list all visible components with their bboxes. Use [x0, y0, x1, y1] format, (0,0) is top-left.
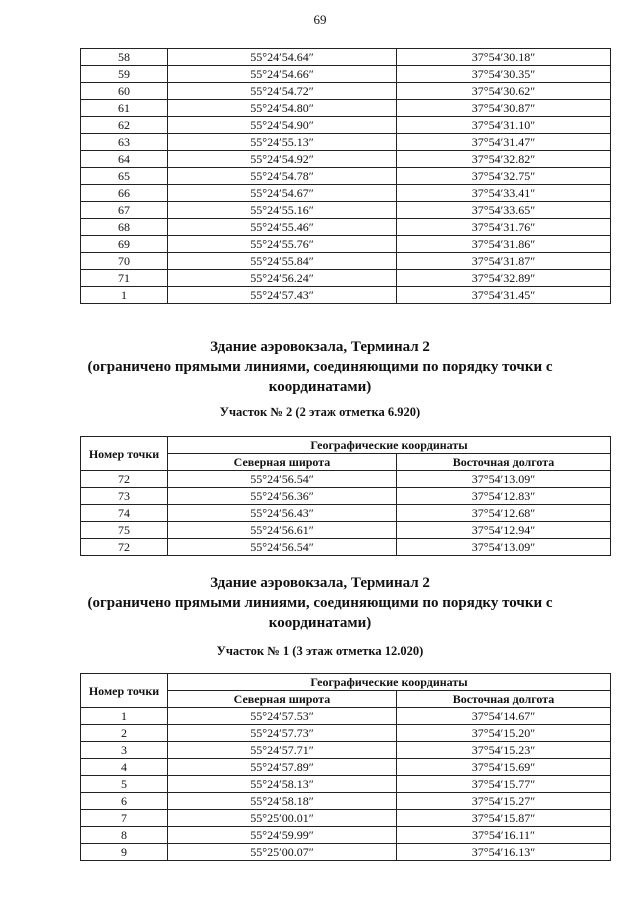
latitude-cell: 55°24′56.24″	[168, 270, 397, 287]
point-number-cell: 75	[81, 522, 168, 539]
table-row	[81, 66, 611, 83]
table-row	[81, 287, 611, 304]
point-number-cell: 71	[81, 270, 168, 287]
longitude-cell: 37°54′32.75″	[397, 168, 611, 185]
longitude-cell: 37°54′15.20″	[397, 725, 611, 742]
latitude-cell: 55°24′56.54″	[168, 471, 397, 488]
point-number-cell: 72	[81, 471, 168, 488]
section-subtitle: Участок № 2 (2 этаж отметка 6.920)	[219, 405, 421, 419]
coordinates-table-continued	[80, 48, 611, 304]
table-row	[81, 219, 611, 236]
point-number-cell: 9	[81, 844, 168, 861]
table-row	[81, 471, 611, 488]
latitude-cell: 55°24′54.67″	[168, 185, 397, 202]
longitude-cell: 37°54′32.82″	[397, 151, 611, 168]
point-number-cell: 8	[81, 827, 168, 844]
latitude-cell: 55°25′00.01″	[168, 810, 397, 827]
longitude-cell: 37°54′31.86″	[397, 236, 611, 253]
table-row	[81, 83, 611, 100]
longitude-cell: 37°54′14.67″	[397, 708, 611, 725]
latitude-cell: 55°24′57.71″	[168, 742, 397, 759]
longitude-cell: 37°54′12.94″	[397, 522, 611, 539]
table-row	[81, 742, 611, 759]
longitude-cell: 37°54′30.87″	[397, 100, 611, 117]
section-title-line: координатами)	[268, 615, 372, 631]
table-row	[81, 185, 611, 202]
latitude-cell: 55°24′54.72″	[168, 83, 397, 100]
point-number-cell: 61	[81, 100, 168, 117]
table-row	[81, 134, 611, 151]
point-number-cell: 1	[81, 708, 168, 725]
latitude-cell: 55°24′55.84″	[168, 253, 397, 270]
longitude-cell: 37°54′15.69″	[397, 759, 611, 776]
section-title	[0, 337, 640, 397]
longitude-cell: 37°54′15.87″	[397, 810, 611, 827]
point-number-cell: 2	[81, 725, 168, 742]
table-row	[81, 488, 611, 505]
longitude-cell: 37°54′13.09″	[397, 471, 611, 488]
table-row	[81, 100, 611, 117]
table-row	[81, 708, 611, 725]
latitude-cell: 55°24′56.43″	[168, 505, 397, 522]
table-row	[81, 759, 611, 776]
point-number-cell: 74	[81, 505, 168, 522]
latitude-cell: 55°24′57.53″	[168, 708, 397, 725]
latitude-cell: 55°24′57.89″	[168, 759, 397, 776]
table-row	[81, 539, 611, 556]
longitude-cell: 37°54′31.45″	[397, 287, 611, 304]
table-row	[81, 505, 611, 522]
longitude-cell: 37°54′16.11″	[397, 827, 611, 844]
table-row	[81, 168, 611, 185]
header-geo-coordinates: Географические координаты	[168, 674, 611, 691]
section-title-line: Здание аэровокзала, Терминал 2	[210, 575, 430, 591]
header-geo-coordinates: Географические координаты	[168, 437, 611, 454]
section-title-line: (ограничено прямыми линиями, соединяющими по порядку точки с	[87, 359, 553, 375]
table-row	[81, 117, 611, 134]
point-number-cell: 67	[81, 202, 168, 219]
longitude-cell: 37°54′13.09″	[397, 539, 611, 556]
table-row	[81, 202, 611, 219]
point-number-cell: 63	[81, 134, 168, 151]
header-longitude: Восточная долгота	[397, 691, 611, 708]
point-number-cell: 7	[81, 810, 168, 827]
latitude-cell: 55°24′56.61″	[168, 522, 397, 539]
point-number-cell: 66	[81, 185, 168, 202]
latitude-cell: 55°24′54.90″	[168, 117, 397, 134]
table-row	[81, 793, 611, 810]
table-row	[81, 844, 611, 861]
point-number-cell: 73	[81, 488, 168, 505]
longitude-cell: 37°54′30.62″	[397, 83, 611, 100]
section-subtitle: Участок № 1 (3 этаж отметка 12.020)	[216, 644, 424, 658]
longitude-cell: 37°54′15.23″	[397, 742, 611, 759]
latitude-cell: 55°24′54.92″	[168, 151, 397, 168]
latitude-cell: 55°24′56.36″	[168, 488, 397, 505]
header-point-number: Номер точки	[81, 437, 168, 471]
table-row	[81, 151, 611, 168]
point-number-cell: 58	[81, 49, 168, 66]
point-number-cell: 60	[81, 83, 168, 100]
table-row	[81, 253, 611, 270]
latitude-cell: 55°25′00.07″	[168, 844, 397, 861]
point-number-cell: 64	[81, 151, 168, 168]
longitude-cell: 37°54′15.77″	[397, 776, 611, 793]
point-number-cell: 70	[81, 253, 168, 270]
longitude-cell: 37°54′31.47″	[397, 134, 611, 151]
table-row	[81, 49, 611, 66]
table-row	[81, 236, 611, 253]
point-number-cell: 6	[81, 793, 168, 810]
point-number-cell: 5	[81, 776, 168, 793]
latitude-cell: 55°24′57.43″	[168, 287, 397, 304]
latitude-cell: 55°24′54.80″	[168, 100, 397, 117]
longitude-cell: 37°54′31.76″	[397, 219, 611, 236]
point-number-cell: 4	[81, 759, 168, 776]
point-number-cell: 3	[81, 742, 168, 759]
header-point-number: Номер точки	[81, 674, 168, 708]
coordinates-table-section-1	[80, 673, 611, 861]
section-title-line: координатами)	[268, 379, 372, 395]
latitude-cell: 55°24′57.73″	[168, 725, 397, 742]
section-title	[0, 573, 640, 633]
latitude-cell: 55°24′55.46″	[168, 219, 397, 236]
longitude-cell: 37°54′33.65″	[397, 202, 611, 219]
section-title-line: (ограничено прямыми линиями, соединяющими по порядку точки с	[87, 595, 553, 611]
table-row	[81, 522, 611, 539]
latitude-cell: 55°24′59.99″	[168, 827, 397, 844]
longitude-cell: 37°54′12.83″	[397, 488, 611, 505]
latitude-cell: 55°24′55.13″	[168, 134, 397, 151]
latitude-cell: 55°24′54.64″	[168, 49, 397, 66]
longitude-cell: 37°54′16.13″	[397, 844, 611, 861]
table-row	[81, 725, 611, 742]
table-row	[81, 270, 611, 287]
header-latitude: Северная широта	[168, 454, 397, 471]
table-row	[81, 827, 611, 844]
latitude-cell: 55°24′58.13″	[168, 776, 397, 793]
point-number-cell: 72	[81, 539, 168, 556]
longitude-cell: 37°54′32.89″	[397, 270, 611, 287]
longitude-cell: 37°54′31.87″	[397, 253, 611, 270]
table-row	[81, 810, 611, 827]
coordinates-table-section-2	[80, 436, 611, 556]
longitude-cell: 37°54′30.35″	[397, 66, 611, 83]
longitude-cell: 37°54′12.68″	[397, 505, 611, 522]
longitude-cell: 37°54′31.10″	[397, 117, 611, 134]
point-number-cell: 59	[81, 66, 168, 83]
point-number-cell: 69	[81, 236, 168, 253]
header-latitude: Северная широта	[168, 691, 397, 708]
longitude-cell: 37°54′30.18″	[397, 49, 611, 66]
header-longitude: Восточная долгота	[397, 454, 611, 471]
section-title-line: Здание аэровокзала, Терминал 2	[210, 339, 430, 355]
latitude-cell: 55°24′55.16″	[168, 202, 397, 219]
longitude-cell: 37°54′15.27″	[397, 793, 611, 810]
latitude-cell: 55°24′54.78″	[168, 168, 397, 185]
point-number-cell: 68	[81, 219, 168, 236]
point-number-cell: 62	[81, 117, 168, 134]
latitude-cell: 55°24′54.66″	[168, 66, 397, 83]
longitude-cell: 37°54′33.41″	[397, 185, 611, 202]
latitude-cell: 55°24′58.18″	[168, 793, 397, 810]
latitude-cell: 55°24′55.76″	[168, 236, 397, 253]
page-number: 69	[313, 12, 327, 27]
point-number-cell: 65	[81, 168, 168, 185]
table-row	[81, 776, 611, 793]
latitude-cell: 55°24′56.54″	[168, 539, 397, 556]
point-number-cell: 1	[81, 287, 168, 304]
